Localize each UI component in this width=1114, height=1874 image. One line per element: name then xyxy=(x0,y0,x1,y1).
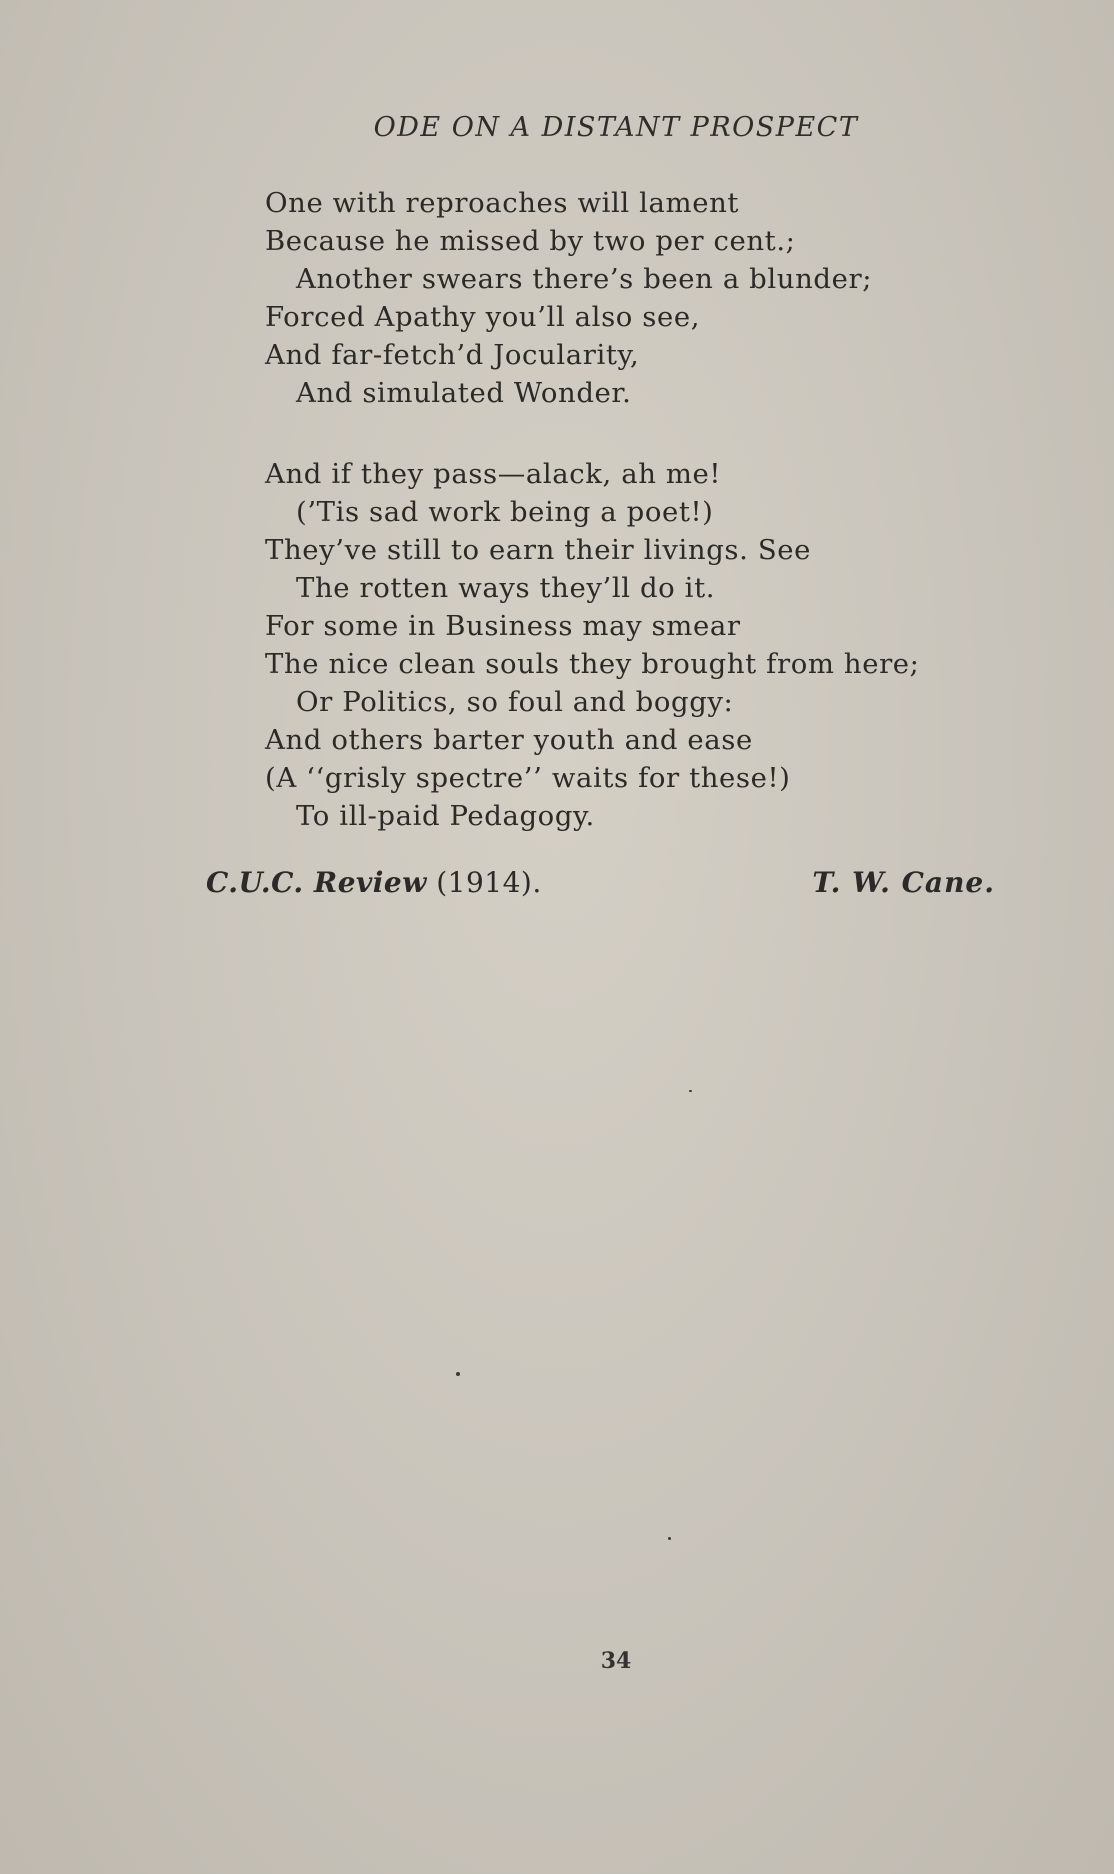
poem-line: And far-fetch’d Jocularity, xyxy=(265,339,640,371)
poem-line: One with reproaches will lament xyxy=(265,187,740,219)
paper-speck xyxy=(668,1537,671,1540)
poem-line: They’ve still to earn their livings. See xyxy=(265,534,812,566)
author-attribution: T. W. Cane. xyxy=(812,866,995,899)
poem-line: And others barter youth and ease xyxy=(265,724,753,756)
source-year: (1914). xyxy=(436,866,542,899)
poem-line: Forced Apathy you’ll also see, xyxy=(265,301,701,333)
running-head: ODE ON A DISTANT PROSPECT xyxy=(373,112,859,143)
source-citation xyxy=(206,866,542,899)
poem-line: To ill-paid Pedagogy. xyxy=(296,800,595,832)
poem-line: For some in Business may smear xyxy=(265,610,741,642)
poem-line: (A ‘‘grisly spectre’’ waits for these!) xyxy=(265,762,791,794)
stanza-2 xyxy=(265,455,920,835)
poem-line: And simulated Wonder. xyxy=(296,377,632,409)
paper-speck xyxy=(689,1090,692,1092)
page-number: 34 xyxy=(600,1648,632,1674)
poem-line: Another swears there’s been a blunder; xyxy=(296,263,873,295)
poem-line: (’Tis sad work being a poet!) xyxy=(296,496,714,528)
poem-line: The nice clean souls they brought from here; xyxy=(265,648,920,680)
stanza-1 xyxy=(265,184,872,412)
source-journal: C.U.C. Review xyxy=(206,866,427,899)
poem-line: Or Politics, so foul and boggy: xyxy=(296,686,734,718)
poem-line: And if they pass—alack, ah me! xyxy=(265,458,722,490)
poem-line: The rotten ways they’ll do it. xyxy=(296,572,716,604)
poem-line: Because he missed by two per cent.; xyxy=(265,225,796,257)
paper-speck xyxy=(456,1372,460,1376)
